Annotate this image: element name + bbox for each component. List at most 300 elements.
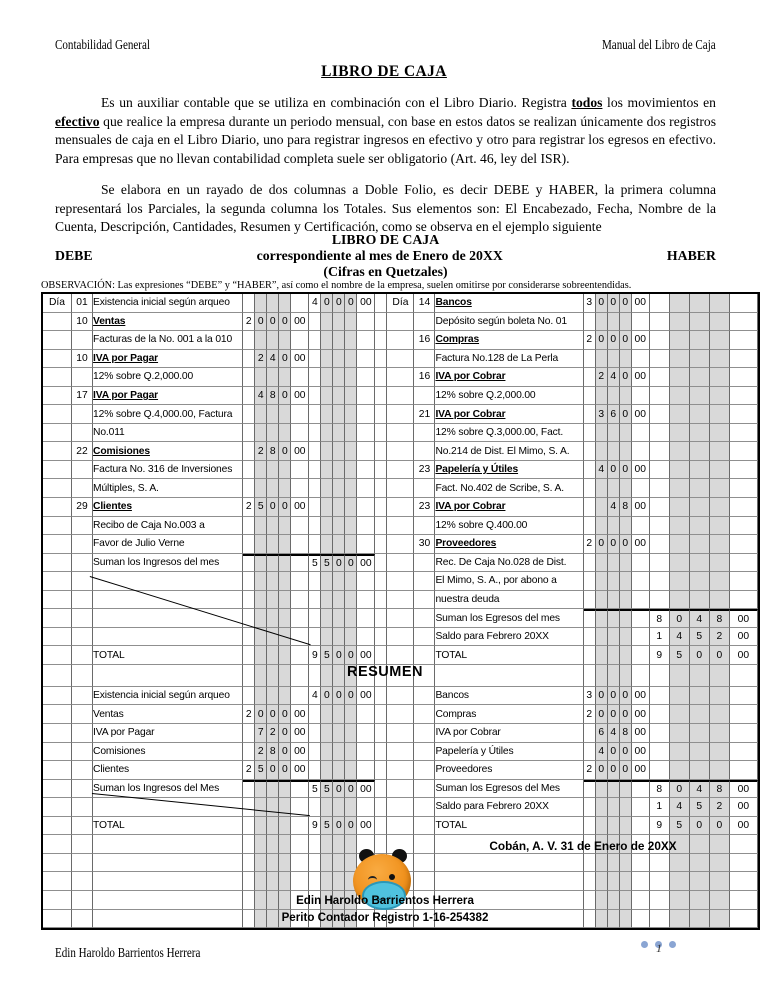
day-number-cell (72, 424, 93, 443)
description-cell: Múltiples, S. A. (93, 479, 243, 498)
total-digit-cell: 5 (690, 798, 710, 817)
total-digit-cell (730, 535, 758, 554)
parcial-digit-cell (608, 872, 620, 891)
day-label-cell (387, 705, 414, 724)
total-digit-cell (321, 313, 333, 332)
header-right-text: Manual del Libro de Caja (602, 37, 716, 52)
parcial-digit-cell (584, 350, 596, 369)
parcial-digit-cell (279, 854, 291, 873)
day-label-cell (43, 798, 72, 817)
total-digit-cell (321, 350, 333, 369)
description-cell: Suman los Ingresos del Mes (93, 780, 243, 799)
total-digit-cell (650, 743, 670, 762)
total-digit-cell (309, 350, 321, 369)
parcial-digit-cell: 5 (255, 498, 267, 517)
day-label-cell (43, 609, 72, 628)
total-digit-cell (333, 387, 345, 406)
day-label-cell (43, 628, 72, 647)
day-label-cell (43, 331, 72, 350)
center-gap-cell (375, 313, 387, 332)
parcial-digit-cell: 0 (620, 331, 632, 350)
total-digit-cell (309, 517, 321, 536)
parcial-digit-cell: 00 (291, 761, 309, 780)
parcial-digit-cell (255, 572, 267, 591)
parcial-digit-cell: 8 (267, 442, 279, 461)
parcial-digit-cell (620, 554, 632, 573)
parcial-digit-cell (584, 387, 596, 406)
center-gap-cell (375, 646, 387, 665)
parcial-digit-cell (584, 405, 596, 424)
description-cell: nuestra deuda (435, 591, 583, 610)
parcial-digit-cell (267, 554, 279, 573)
total-digit-cell (309, 854, 321, 873)
total-digit-cell (710, 461, 730, 480)
total-digit-cell: 8 (650, 609, 670, 628)
total-digit-cell (345, 350, 357, 369)
total-digit-cell: 8 (650, 780, 670, 799)
second-paragraph: Se elabora en un rayado de dos columnas a Doble Folio, es decir DEBE y HABER, la primera columna representará los Parciales, la segunda columna los Totales. Sus elementos son: El Encabezado, Fecha, Nombre de la Cuenta, Descripción, Cantidades, Resumen y Certificación, como se observa en el ejemplo siguiente (55, 182, 716, 235)
parcial-digit-cell (584, 572, 596, 591)
total-digit-cell (321, 498, 333, 517)
parcial-digit-cell (584, 313, 596, 332)
parcial-digit-cell (243, 350, 255, 369)
parcial-digit-cell: 0 (608, 331, 620, 350)
total-digit-cell (357, 479, 375, 498)
total-digit-cell (357, 535, 375, 554)
description-cell: Suman los Ingresos del mes (93, 554, 243, 573)
parcial-digit-cell: 0 (279, 498, 291, 517)
total-digit-cell (650, 872, 670, 891)
parcial-digit-cell (243, 872, 255, 891)
parcial-digit-cell: 0 (608, 461, 620, 480)
day-number-cell (414, 442, 435, 461)
cash-book-table (41, 292, 760, 930)
total-digit-cell (730, 368, 758, 387)
parcial-digit-cell (267, 609, 279, 628)
total-digit-cell: 9 (309, 646, 321, 665)
parcial-digit-cell: 3 (596, 405, 608, 424)
parcial-digit-cell (632, 609, 650, 628)
parcial-digit-cell (584, 479, 596, 498)
parcial-digit-cell: 4 (608, 498, 620, 517)
day-number-cell (72, 535, 93, 554)
total-digit-cell (690, 313, 710, 332)
total-digit-cell (710, 294, 730, 313)
total-digit-cell: 4 (670, 628, 690, 647)
parcial-digit-cell (584, 724, 596, 743)
description-cell: Factura No. 316 de Inversiones (93, 461, 243, 480)
parcial-digit-cell: 00 (632, 761, 650, 780)
parcial-digit-cell (267, 687, 279, 706)
parcial-digit-cell (632, 554, 650, 573)
total-digit-cell (650, 517, 670, 536)
parcial-digit-cell: 0 (255, 705, 267, 724)
parcial-digit-cell (267, 780, 279, 799)
day-number-cell (72, 405, 93, 424)
total-digit-cell (333, 498, 345, 517)
total-digit-cell (357, 313, 375, 332)
resumen-heading: RESUMEN (346, 664, 423, 680)
parcial-digit-cell (291, 646, 309, 665)
total-digit-cell (730, 835, 758, 854)
total-digit-cell (670, 705, 690, 724)
total-digit-cell: 0 (345, 646, 357, 665)
total-digit-cell: 0 (690, 817, 710, 836)
day-label-cell (43, 368, 72, 387)
parcial-digit-cell (243, 835, 255, 854)
parcial-digit-cell: 6 (608, 405, 620, 424)
parcial-digit-cell (596, 498, 608, 517)
parcial-digit-cell (255, 368, 267, 387)
day-number-cell: 16 (414, 331, 435, 350)
parcial-digit-cell (632, 479, 650, 498)
parcial-digit-cell (584, 646, 596, 665)
parcial-digit-cell: 2 (584, 705, 596, 724)
parcial-digit-cell: 0 (279, 350, 291, 369)
ledger-row (43, 461, 758, 480)
parcial-digit-cell (291, 368, 309, 387)
parcial-digit-cell (279, 517, 291, 536)
total-digit-cell (345, 331, 357, 350)
parcial-digit-cell: 4 (255, 387, 267, 406)
total-digit-cell (730, 761, 758, 780)
total-digit-cell (710, 368, 730, 387)
description-cell: Bancos (435, 294, 583, 313)
day-number-cell (414, 350, 435, 369)
parcial-digit-cell (279, 817, 291, 836)
parcial-digit-cell (596, 387, 608, 406)
description-cell: 12% sobre Q.3,000.00, Fact. (435, 424, 583, 443)
day-number-cell: 21 (414, 405, 435, 424)
parcial-digit-cell: 0 (620, 687, 632, 706)
day-label-cell (43, 498, 72, 517)
total-digit-cell: 4 (670, 798, 690, 817)
parcial-digit-cell (243, 331, 255, 350)
total-digit-cell (357, 743, 375, 762)
parcial-digit-cell (255, 687, 267, 706)
description-cell: TOTAL (435, 817, 583, 836)
parcial-digit-cell (584, 368, 596, 387)
total-digit-cell: 2 (710, 628, 730, 647)
parcial-digit-cell (632, 350, 650, 369)
parcial-digit-cell: 00 (291, 724, 309, 743)
description-cell: IVA por Cobrar (435, 405, 583, 424)
day-number-cell: 30 (414, 535, 435, 554)
total-digit-cell (710, 350, 730, 369)
description-cell (93, 609, 243, 628)
total-digit-cell (309, 609, 321, 628)
total-digit-cell (333, 517, 345, 536)
total-digit-cell (690, 442, 710, 461)
parcial-digit-cell (620, 313, 632, 332)
total-digit-cell (321, 572, 333, 591)
parcial-digit-cell (291, 872, 309, 891)
center-gap-cell (375, 498, 387, 517)
parcial-digit-cell (596, 479, 608, 498)
parcial-digit-cell (291, 554, 309, 573)
total-digit-cell (690, 424, 710, 443)
ledger-row (43, 313, 758, 332)
parcial-digit-cell: 00 (632, 535, 650, 554)
parcial-digit-cell (608, 591, 620, 610)
center-gap-cell (375, 628, 387, 647)
description-cell: Existencia inicial según arqueo (93, 294, 243, 313)
parcial-digit-cell: 0 (267, 761, 279, 780)
total-digit-cell (670, 535, 690, 554)
total-digit-cell (690, 405, 710, 424)
parcial-digit-cell: 2 (584, 761, 596, 780)
center-gap-cell (375, 554, 387, 573)
parcial-digit-cell: 0 (596, 761, 608, 780)
day-number-cell (72, 554, 93, 573)
total-digit-cell: 00 (730, 780, 758, 799)
center-gap-cell (375, 387, 387, 406)
total-digit-cell (309, 479, 321, 498)
parcial-digit-cell (255, 835, 267, 854)
total-digit-cell: 5 (670, 817, 690, 836)
total-digit-cell (309, 743, 321, 762)
total-digit-cell: 5 (309, 780, 321, 799)
certifier-name: Edin Haroldo Barrientos Herrera (296, 894, 474, 907)
total-digit-cell: 8 (710, 609, 730, 628)
parcial-digit-cell (584, 817, 596, 836)
parcial-digit-cell (255, 854, 267, 873)
day-number-cell (72, 591, 93, 610)
total-digit-cell (333, 628, 345, 647)
total-digit-cell (357, 705, 375, 724)
total-digit-cell (730, 424, 758, 443)
day-label-cell (387, 687, 414, 706)
day-number-cell (414, 705, 435, 724)
center-gap-cell (375, 424, 387, 443)
total-digit-cell (670, 591, 690, 610)
parcial-digit-cell (632, 646, 650, 665)
total-digit-cell: 0 (333, 817, 345, 836)
description-cell: Facturas de la No. 001 a la 010 (93, 331, 243, 350)
parcial-digit-cell: 0 (596, 294, 608, 313)
total-digit-cell (670, 461, 690, 480)
parcial-digit-cell (267, 591, 279, 610)
description-cell: TOTAL (93, 646, 243, 665)
total-digit-cell (345, 387, 357, 406)
parcial-digit-cell (608, 646, 620, 665)
haber-label: HABER (666, 248, 716, 264)
parcial-digit-cell (608, 517, 620, 536)
ledger-caption (55, 232, 716, 281)
parcial-digit-cell: 2 (255, 350, 267, 369)
parcial-digit-cell (608, 479, 620, 498)
parcial-digit-cell (243, 817, 255, 836)
total-digit-cell (650, 687, 670, 706)
total-digit-cell (333, 331, 345, 350)
parcial-digit-cell (596, 442, 608, 461)
parcial-digit-cell: 6 (596, 724, 608, 743)
parcial-digit-cell (608, 780, 620, 799)
day-label-cell (387, 743, 414, 762)
ledger-row (43, 591, 758, 610)
day-number-cell (72, 628, 93, 647)
parcial-digit-cell (608, 424, 620, 443)
ledger-row (43, 442, 758, 461)
total-digit-cell (309, 313, 321, 332)
total-digit-cell (670, 479, 690, 498)
parcial-digit-cell (608, 387, 620, 406)
total-digit-cell (730, 743, 758, 762)
day-number-cell (414, 761, 435, 780)
ledger-row (43, 405, 758, 424)
day-label-cell (387, 554, 414, 573)
ledger-row (43, 628, 758, 647)
total-digit-cell: 5 (321, 554, 333, 573)
day-number-cell (414, 687, 435, 706)
parcial-digit-cell: 8 (620, 498, 632, 517)
day-number-cell (72, 687, 93, 706)
total-digit-cell (730, 854, 758, 873)
day-label-cell (43, 646, 72, 665)
total-digit-cell (321, 798, 333, 817)
parcial-digit-cell: 0 (608, 761, 620, 780)
total-digit-cell: 0 (333, 554, 345, 573)
total-digit-cell (710, 705, 730, 724)
total-digit-cell (670, 350, 690, 369)
total-digit-cell (357, 761, 375, 780)
parcial-digit-cell: 0 (279, 313, 291, 332)
parcial-digit-cell (255, 517, 267, 536)
total-digit-cell (333, 368, 345, 387)
total-digit-cell (345, 498, 357, 517)
description-cell: Favor de Julio Verne (93, 535, 243, 554)
day-label-cell (387, 724, 414, 743)
header-left-text: Contabilidad General (55, 37, 150, 52)
description-cell: Clientes (93, 498, 243, 517)
total-digit-cell (690, 743, 710, 762)
day-label-cell (387, 780, 414, 799)
parcial-digit-cell (279, 479, 291, 498)
center-gap-cell (375, 368, 387, 387)
para1-segment: los movimientos en (602, 95, 716, 110)
parcial-digit-cell (632, 424, 650, 443)
total-digit-cell (710, 479, 730, 498)
description-cell: IVA por Cobrar (435, 724, 583, 743)
parcial-digit-cell: 0 (255, 313, 267, 332)
description-cell: Factura No.128 de La Perla (435, 350, 583, 369)
parcial-digit-cell (608, 554, 620, 573)
total-digit-cell (357, 798, 375, 817)
total-digit-cell (690, 479, 710, 498)
total-digit-cell (670, 313, 690, 332)
parcial-digit-cell (584, 798, 596, 817)
total-digit-cell (309, 835, 321, 854)
parcial-digit-cell (584, 498, 596, 517)
parcial-digit-cell: 00 (291, 350, 309, 369)
total-digit-cell (309, 761, 321, 780)
total-digit-cell (309, 442, 321, 461)
parcial-digit-cell (620, 854, 632, 873)
total-digit-cell: 00 (730, 817, 758, 836)
total-digit-cell (345, 313, 357, 332)
para1-segment: que realice la empresa durante un periodo mensual, con base en estos datos se realizan únicamente dos registros mensuales de caja en el Libro Diario, uno para registrar ingresos en efectivo y otro para registrar los egresos en efectivo. Para empresas que no llevan contabilidad completa suele ser obligatorio (Art. 46, ley del ISR). (55, 113, 716, 166)
day-number-cell (414, 743, 435, 762)
day-number-cell (72, 461, 93, 480)
total-digit-cell (650, 591, 670, 610)
total-digit-cell (710, 724, 730, 743)
total-digit-cell (333, 405, 345, 424)
parcial-digit-cell: 2 (584, 535, 596, 554)
parcial-digit-cell (596, 591, 608, 610)
day-number-cell (414, 572, 435, 591)
total-digit-cell (650, 705, 670, 724)
description-cell: Depósito según boleta No. 01 (435, 313, 583, 332)
parcial-digit-cell (279, 646, 291, 665)
parcial-digit-cell: 0 (596, 535, 608, 554)
day-label-cell (387, 591, 414, 610)
description-cell: Ventas (93, 705, 243, 724)
parcial-digit-cell (279, 835, 291, 854)
center-gap-cell (375, 535, 387, 554)
parcial-digit-cell (632, 442, 650, 461)
parcial-digit-cell: 2 (255, 442, 267, 461)
parcial-digit-cell: 3 (584, 687, 596, 706)
day-label-cell (43, 687, 72, 706)
parcial-digit-cell: 2 (267, 724, 279, 743)
day-label-cell (43, 461, 72, 480)
center-gap-cell (375, 705, 387, 724)
total-digit-cell (690, 387, 710, 406)
parcial-digit-cell (267, 854, 279, 873)
description-cell: Comisiones (93, 442, 243, 461)
parcial-digit-cell (267, 572, 279, 591)
ledger-caption-title: LIBRO DE CAJA (331, 232, 440, 247)
center-gap-cell (375, 780, 387, 799)
ledger-row (43, 817, 758, 836)
total-digit-cell (670, 442, 690, 461)
parcial-digit-cell (620, 609, 632, 628)
parcial-digit-cell (255, 554, 267, 573)
total-digit-cell (357, 350, 375, 369)
ledger-row (43, 294, 758, 313)
total-digit-cell (321, 442, 333, 461)
total-digit-cell: 00 (730, 798, 758, 817)
total-digit-cell: 0 (670, 609, 690, 628)
day-label-cell (43, 554, 72, 573)
total-digit-cell: 9 (650, 817, 670, 836)
center-gap-cell (375, 817, 387, 836)
parcial-digit-cell (279, 368, 291, 387)
total-digit-cell (690, 368, 710, 387)
parcial-digit-cell (243, 854, 255, 873)
ledger-row (43, 687, 758, 706)
total-digit-cell (650, 554, 670, 573)
total-digit-cell (309, 724, 321, 743)
parcial-digit-cell (620, 817, 632, 836)
parcial-digit-cell: 4 (596, 461, 608, 480)
parcial-digit-cell: 4 (608, 724, 620, 743)
description-cell (93, 835, 243, 854)
parcial-digit-cell (291, 687, 309, 706)
total-digit-cell (670, 743, 690, 762)
parcial-digit-cell (620, 442, 632, 461)
total-digit-cell (309, 591, 321, 610)
center-gap-cell (375, 609, 387, 628)
parcial-digit-cell (608, 628, 620, 647)
total-digit-cell (333, 442, 345, 461)
parcial-digit-cell (620, 628, 632, 647)
total-digit-cell (333, 872, 345, 891)
parcial-digit-cell: 2 (243, 498, 255, 517)
parcial-digit-cell (255, 331, 267, 350)
description-cell (93, 572, 243, 591)
total-digit-cell (333, 461, 345, 480)
